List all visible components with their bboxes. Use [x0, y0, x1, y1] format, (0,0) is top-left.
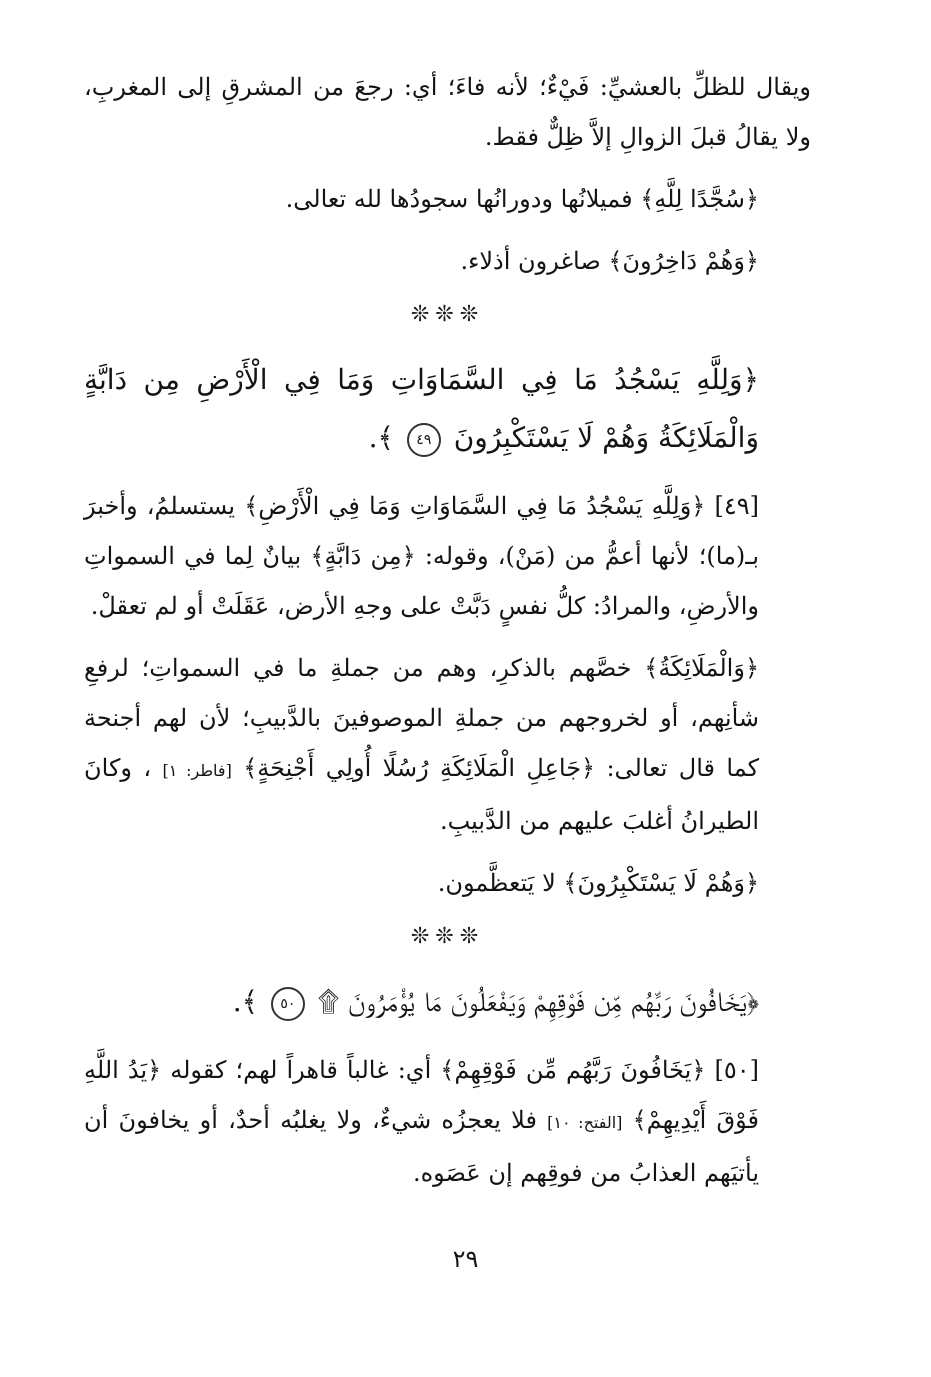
commentary-angels-text: ﴿وَالْمَلَائِكَةُ﴾ خصَّهم بالذكرِ، وهم من جملةِ ما في السمواتِ؛ لرفعِ شأنِهم، أو لخروجهم من جملةِ الموصوفينَ بالدَّبيبِ؛ لأن لهم أجنحة كما قال تعالى: ﴿جَاعِلِ الْمَلَائِكَةِ رُسُلًا أُولِي أَجْنِحَةٍ﴾ [84, 654, 759, 782]
reference-fath: [الفتح: ١٠] [547, 1113, 623, 1132]
commentary-angels-cont: ، وكانَ الطيرانُ أغلبَ عليهم من الدَّبيبِ. [84, 754, 759, 835]
commentary-50-text-a: [٥٠] ﴿يَخَافُونَ رَبَّهُم مِّن فَوْقِهِمْ﴾ أي: غالباً قاهراً لهم؛ كقوله ﴿يَدُ اللَّهِ فَوْقَ أَيْدِيهِمْ﴾ [84, 1056, 759, 1134]
verse-50 [84, 973, 811, 1031]
page-number: ٢٩ [452, 1245, 479, 1273]
reference-fatir: [فاطر: ١] [162, 761, 232, 780]
commentary-50 [84, 1045, 811, 1198]
page-body [84, 62, 811, 1198]
commentary-49: [٤٩] ﴿وَلِلَّهِ يَسْجُدُ مَا فِي السَّمَاوَاتِ وَمَا فِي الْأَرْضِ﴾ يستسلمُ، وأخبرَ بـ(ما)؛ لأنها أعمُّ من (مَنْ)، وقوله: ﴿مِن دَابَّةٍ﴾ بيانٌ لِما في السمواتِ والأرضِ، والمرادُ: كلُّ نفسٍ دَبَّتْ على وجهِ الأرض، عَقَلَتْ أو لم تعقلْ. [84, 492, 760, 620]
verse-50-text: ﴿يَخَافُونَ رَبَّهُم مِّن فَوْقِهِمْ وَيَفْعَلُونَ مَا يُؤْمَرُونَ ۩ [317, 985, 759, 1018]
verse-49 [84, 351, 811, 467]
paragraph-sujjadan: ﴿سُجَّدًا لِلَّهِ﴾ فميلانُها ودورانُها سجودُها لله تعالى. [285, 185, 759, 213]
ayah-number-50: ٥٠ [271, 987, 305, 1021]
verse-49-text: ﴿وَلِلَّهِ يَسْجُدُ مَا فِي السَّمَاوَاتِ وَمَا فِي الْأَرْضِ مِن دَابَّةٍ وَالْمَلَائِكَةُ وَهُمْ لَا يَسْتَكْبِرُونَ [84, 363, 759, 454]
verse-49-end: ﴾. [368, 421, 394, 454]
section-separator: ❊❊❊ [410, 302, 485, 327]
paragraph-dakhirun: ﴿وَهُمْ دَاخِرُونَ﴾ صاغرون أذلاء. [460, 247, 759, 275]
paragraph-shade: ويقال للظلِّ بالعشيِّ: فَيْءٌ؛ لأنه فاءَ؛ أي: رجعَ من المشرقِ إلى المغربِ، ولا يقالُ قبلَ الزوالِ إلاَّ ظِلٌّ فقط. [84, 73, 811, 151]
commentary-angels [84, 643, 811, 846]
ayah-number-49: ٤٩ [407, 423, 441, 457]
commentary-la-yastakbirun: ﴿وَهُمْ لَا يَسْتَكْبِرُونَ﴾ لا يَتعظَّمون. [437, 869, 759, 897]
verse-50-end: ﴾. [232, 985, 258, 1018]
commentary-50-text-b: فلا يعجزُه شيءٌ، ولا يغلبُه أحدٌ، أو يخافونَ أن يأتيَهم العذابُ من فوقِهم إن عَصَوه. [84, 1106, 759, 1187]
section-separator-2: ❊❊❊ [410, 924, 485, 949]
